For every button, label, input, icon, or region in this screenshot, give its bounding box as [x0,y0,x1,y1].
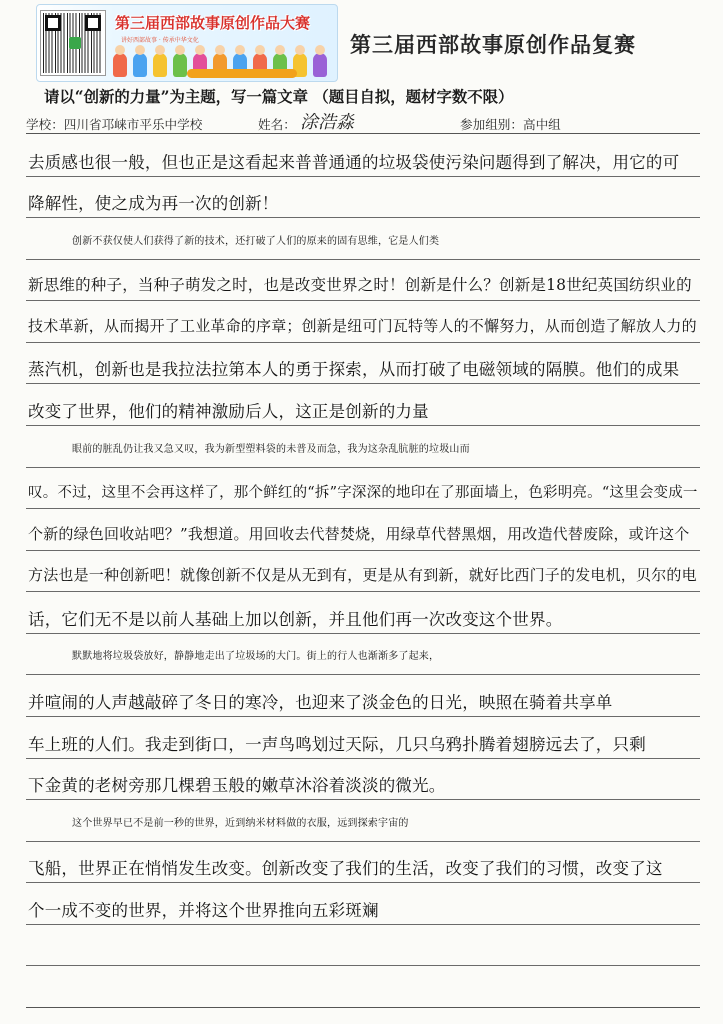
essay-line: 去质感也很一般，但也正是这看起来普普通通的垃圾袋使污染问题得到了解决，用它的可 [28,152,680,172]
essay-line: 默默地将垃圾袋放好，静静地走出了垃圾场的大门。街上的行人也渐渐多了起来， [72,651,440,663]
ruled-line [26,841,700,842]
banner-subtitle: 讲好西部故事 · 传承中华文化 [121,37,199,43]
essay-line: 方法也是一种创新吧！就像创新不仅是从无到有，更是从有到新，就好比西门子的发电机，贝尔的电 [28,566,697,585]
ruled-line [26,467,700,468]
contest-banner [36,4,338,82]
banner-ribbon [187,69,297,78]
essay-line: 下金黄的老树旁那几棵碧玉般的嫩草沐浴着淡淡的微光。 [28,776,446,796]
essay-line: 这个世界早已不是前一秒的世界，近到纳米材料做的衣服，远到探索宇宙的 [72,817,409,829]
essay-line: 改变了世界，他们的精神激励后人，这正是创新的力量 [28,402,429,421]
ruled-line [26,674,700,675]
ruled-line [26,758,700,759]
essay-line: 降解性，使之成为再一次的创新！ [28,194,279,214]
essay-line: 车上班的人们。我走到街口，一声鸟鸣划过天际，几只乌鸦扑腾着翅膀远去了，只剩 [28,734,646,754]
contest-title: 第三届西部故事原创作品复赛 [350,32,636,57]
ruled-line [26,383,700,384]
essay-line: 话，它们无不是以前人基础上加以创新，并且他们再一次改变这个世界。 [28,609,563,629]
group-info: 参加组别：高中组 [460,117,561,132]
ruled-line [26,799,700,800]
ruled-line [26,259,700,260]
qr-code-icon [41,11,105,75]
ruled-line [26,176,700,177]
ruled-line [26,882,700,883]
essay-line: 飞船，世界正在悄悄发生改变。创新改变了我们的生活，改变了我们的习惯，改变了这 [28,859,663,879]
ruled-line [26,425,700,426]
name-label: 姓名： [258,117,296,132]
lined-writing-sheet [26,133,700,1008]
ruled-line [26,550,700,551]
essay-line: 并喧闹的人声越敲碎了冬日的寒冷，也迎来了淡金色的日光，映照在骑着共享单 [28,693,613,712]
essay-line: 技术革新，从而揭开了工业革命的序章；创新是纽可门瓦特等人的不懈努力，从而创造了解放人力的 [28,316,697,335]
ruled-line [26,716,700,717]
ruled-line [26,591,700,592]
essay-line: 个一成不变的世界，并将这个世界推向五彩斑斓 [28,900,379,920]
ruled-line [26,342,700,343]
essay-line: 叹。不过，这里不会再这样了，那个鲜红的“拆”字深深的地印在了那面墙上，色彩明亮。“这里会变成一 [28,485,698,502]
essay-line: 个新的绿色回收站吧？”我想道。用回收去代替焚烧，用绿草代替黑烟，用改造代替废除，或许这个 [28,524,690,543]
ruled-line [26,300,700,301]
essay-line: 眼前的脏乱仍让我又急又叹，我为新型塑料袋的未普及而急，我为这杂乱肮脏的垃圾山而 [72,443,470,455]
banner-title: 第三届西部故事原创作品大赛 [115,14,311,32]
school-info: 学校：四川省邛崃市平乐中学校 [26,117,203,132]
ruled-line [26,633,700,634]
essay-prompt: 请以“创新的力量”为主题，写一篇文章 （题目自拟，题材字数不限） [44,88,514,106]
essay-line: 新思维的种子，当种子萌发之时，也是改变世界之时！创新是什么？创新是18世纪英国纺织业的 [28,276,692,295]
essay-line: 创新不获仅使人们获得了新的技术，还打破了人们的原来的固有思维，它是人们类 [72,235,440,247]
ruled-line [26,965,700,966]
student-name: 涂浩淼 [300,112,354,133]
ruled-line [26,924,700,925]
ruled-line [26,217,700,218]
ruled-line [26,508,700,509]
essay-line: 蒸汽机，创新也是我拉法拉第本人的勇于探索，从而打破了电磁领域的隔膜。他们的成果 [28,360,680,380]
